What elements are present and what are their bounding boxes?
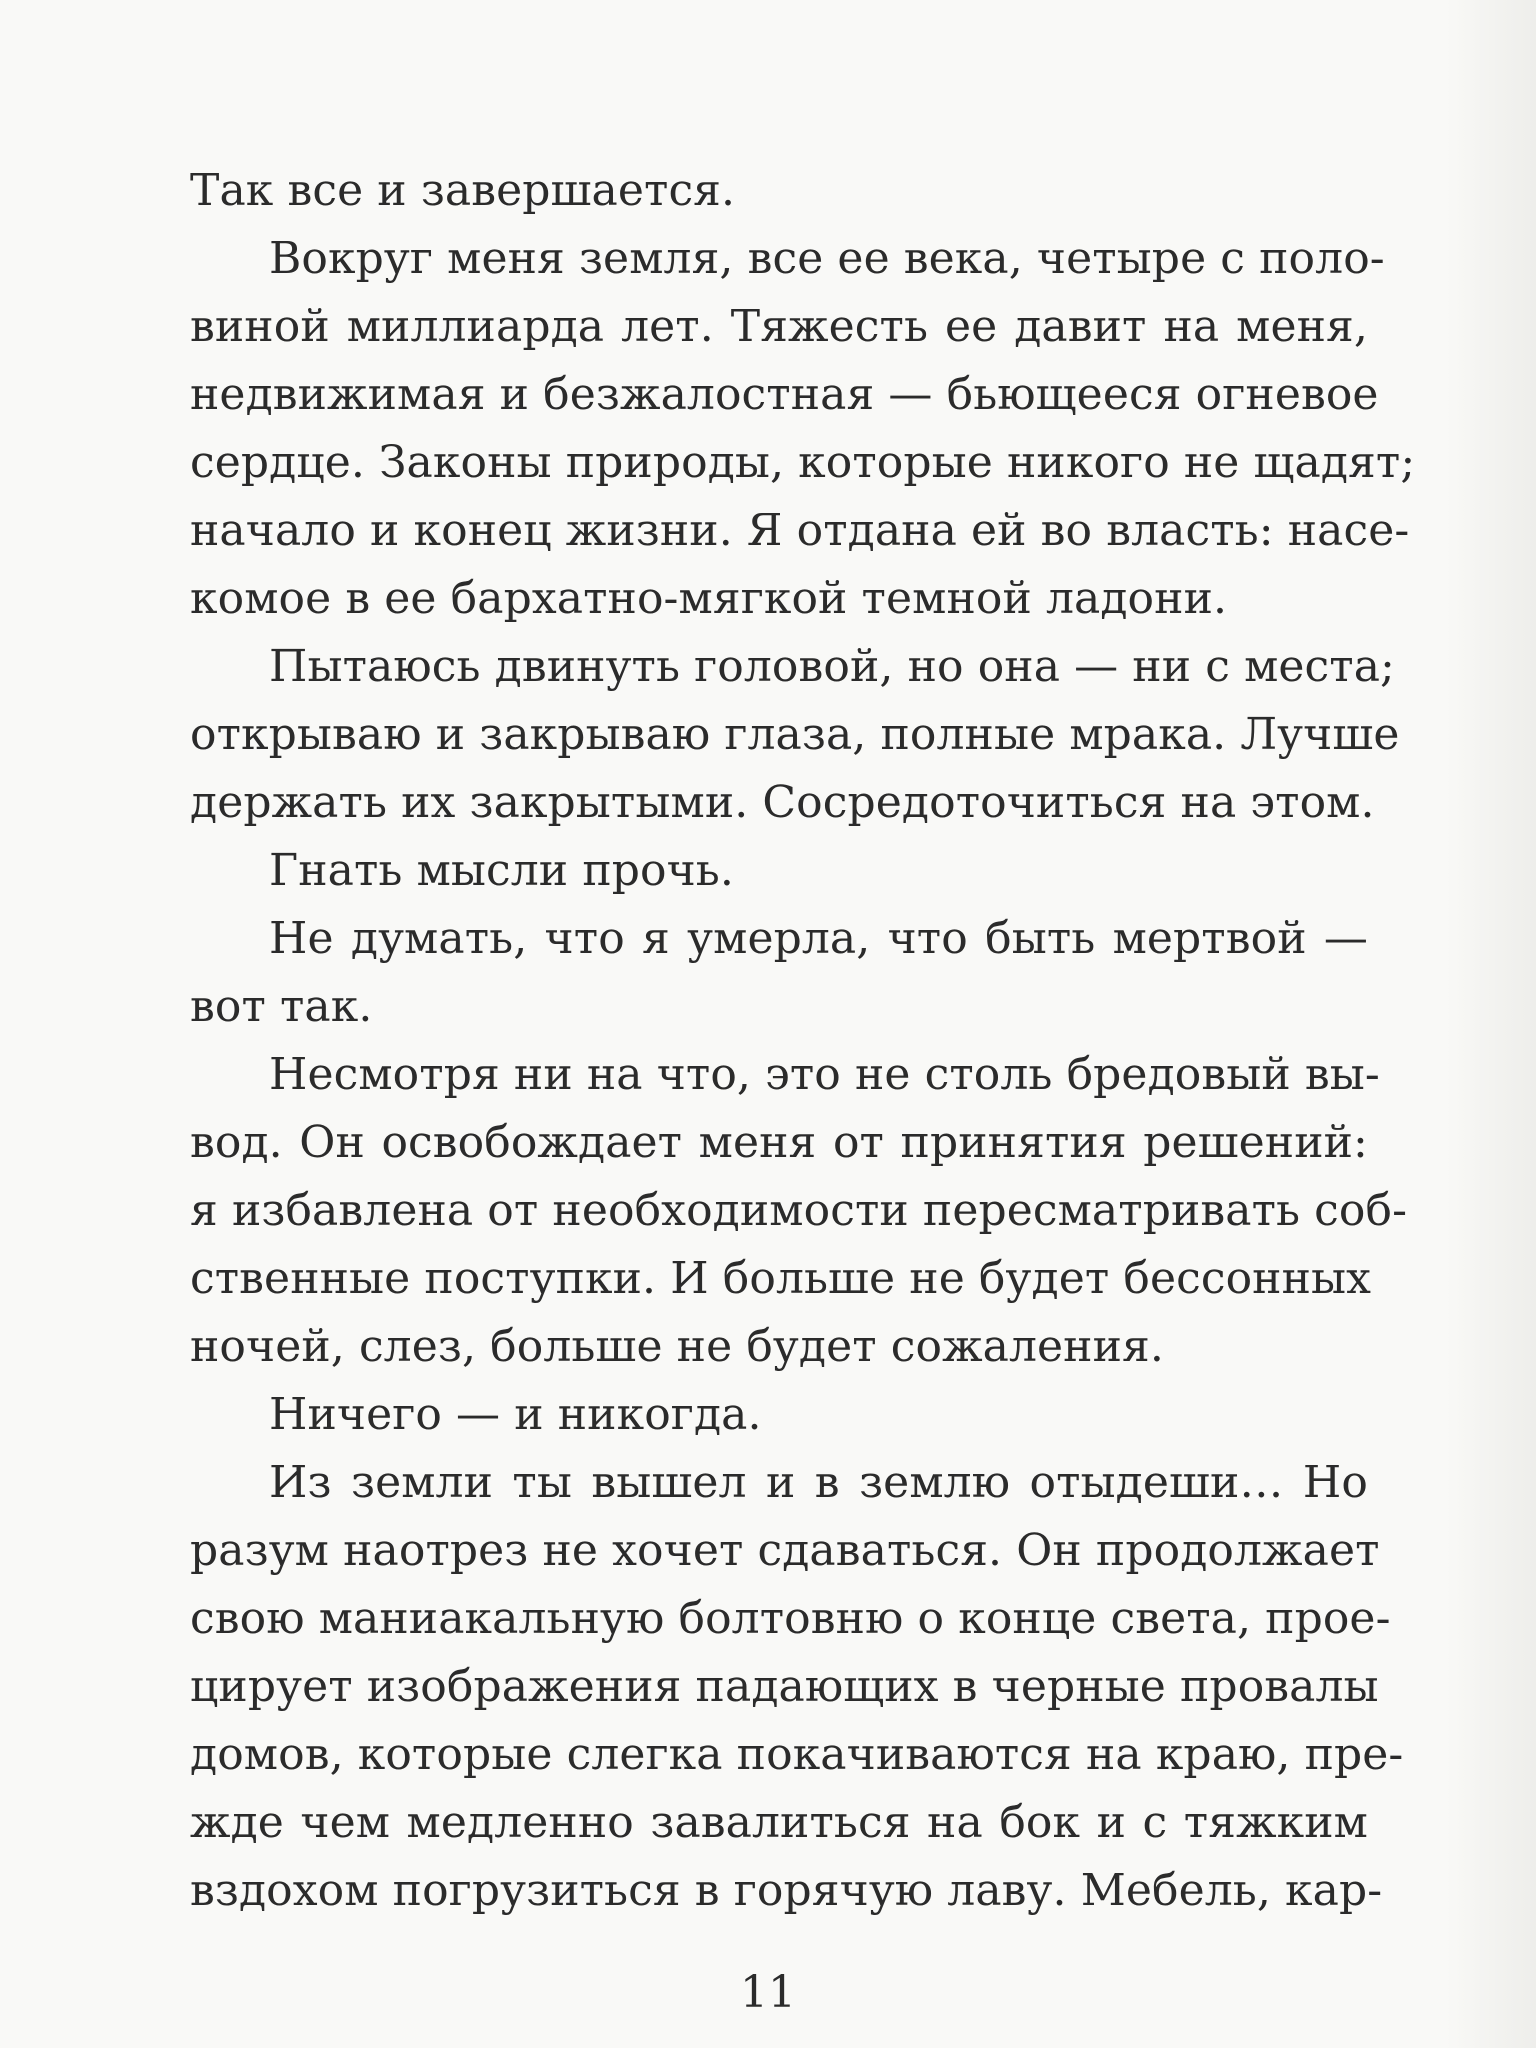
paper-edge-shadow xyxy=(1446,0,1536,2048)
text-line: сердце. Законы природы, которые никого не щадят; xyxy=(190,437,1416,488)
text-line: цирует изображения падающих в черные провалы xyxy=(190,1661,1379,1712)
text-line: Ничего — и никогда. xyxy=(269,1389,762,1440)
text-line: Пытаюсь двинуть головой, но она — ни с места; xyxy=(269,641,1395,692)
text-line: Гнать мысли прочь. xyxy=(269,845,734,896)
text-line: вод. Он освобождает меня от принятия решений: xyxy=(190,1117,1368,1168)
text-line: держать их закрытыми. Сосредоточиться на этом. xyxy=(190,777,1375,828)
text-line: я избавлена от необходимости пересматривать соб- xyxy=(190,1185,1408,1236)
text-line: виной миллиарда лет. Тяжесть ее давит на меня, xyxy=(190,301,1368,352)
text-line: разум наотрез не хочет сдаваться. Он продолжает xyxy=(190,1525,1380,1576)
text-line: Несмотря ни на что, это не столь бредовый вы- xyxy=(269,1049,1380,1100)
text-line: жде чем медленно завалиться на бок и с тяжким xyxy=(190,1797,1368,1848)
text-line: домов, которые слегка покачиваются на краю, пре- xyxy=(190,1729,1404,1780)
text-line: вздохом погрузиться в горячую лаву. Мебель, кар- xyxy=(190,1865,1383,1916)
text-line: вот так. xyxy=(190,981,373,1032)
text-line: ночей, слез, больше не будет сожаления. xyxy=(190,1321,1164,1372)
text-line: комое в ее бархатно-мягкой темной ладони. xyxy=(190,573,1228,624)
text-line: Вокруг меня земля, все ее века, четыре с поло- xyxy=(269,233,1385,284)
text-line: открываю и закрываю глаза, полные мрака. Лучше xyxy=(190,709,1400,760)
text-line: Не думать, что я умерла, что быть мертвой — xyxy=(269,913,1368,964)
page-number: 11 xyxy=(740,1967,796,2018)
text-line: Из земли ты вышел и в землю отыдеши… Но xyxy=(269,1457,1368,1508)
text-line: свою маниакальную болтовню о конце света, прое- xyxy=(190,1593,1391,1644)
text-line: Так все и завершается. xyxy=(190,165,736,216)
text-line: недвижимая и безжалостная — бьющееся огневое xyxy=(190,369,1379,420)
text-line: начало и конец жизни. Я отдана ей во власть: насе- xyxy=(190,505,1410,556)
text-line: ственные поступки. И больше не будет бессонных xyxy=(190,1253,1372,1304)
